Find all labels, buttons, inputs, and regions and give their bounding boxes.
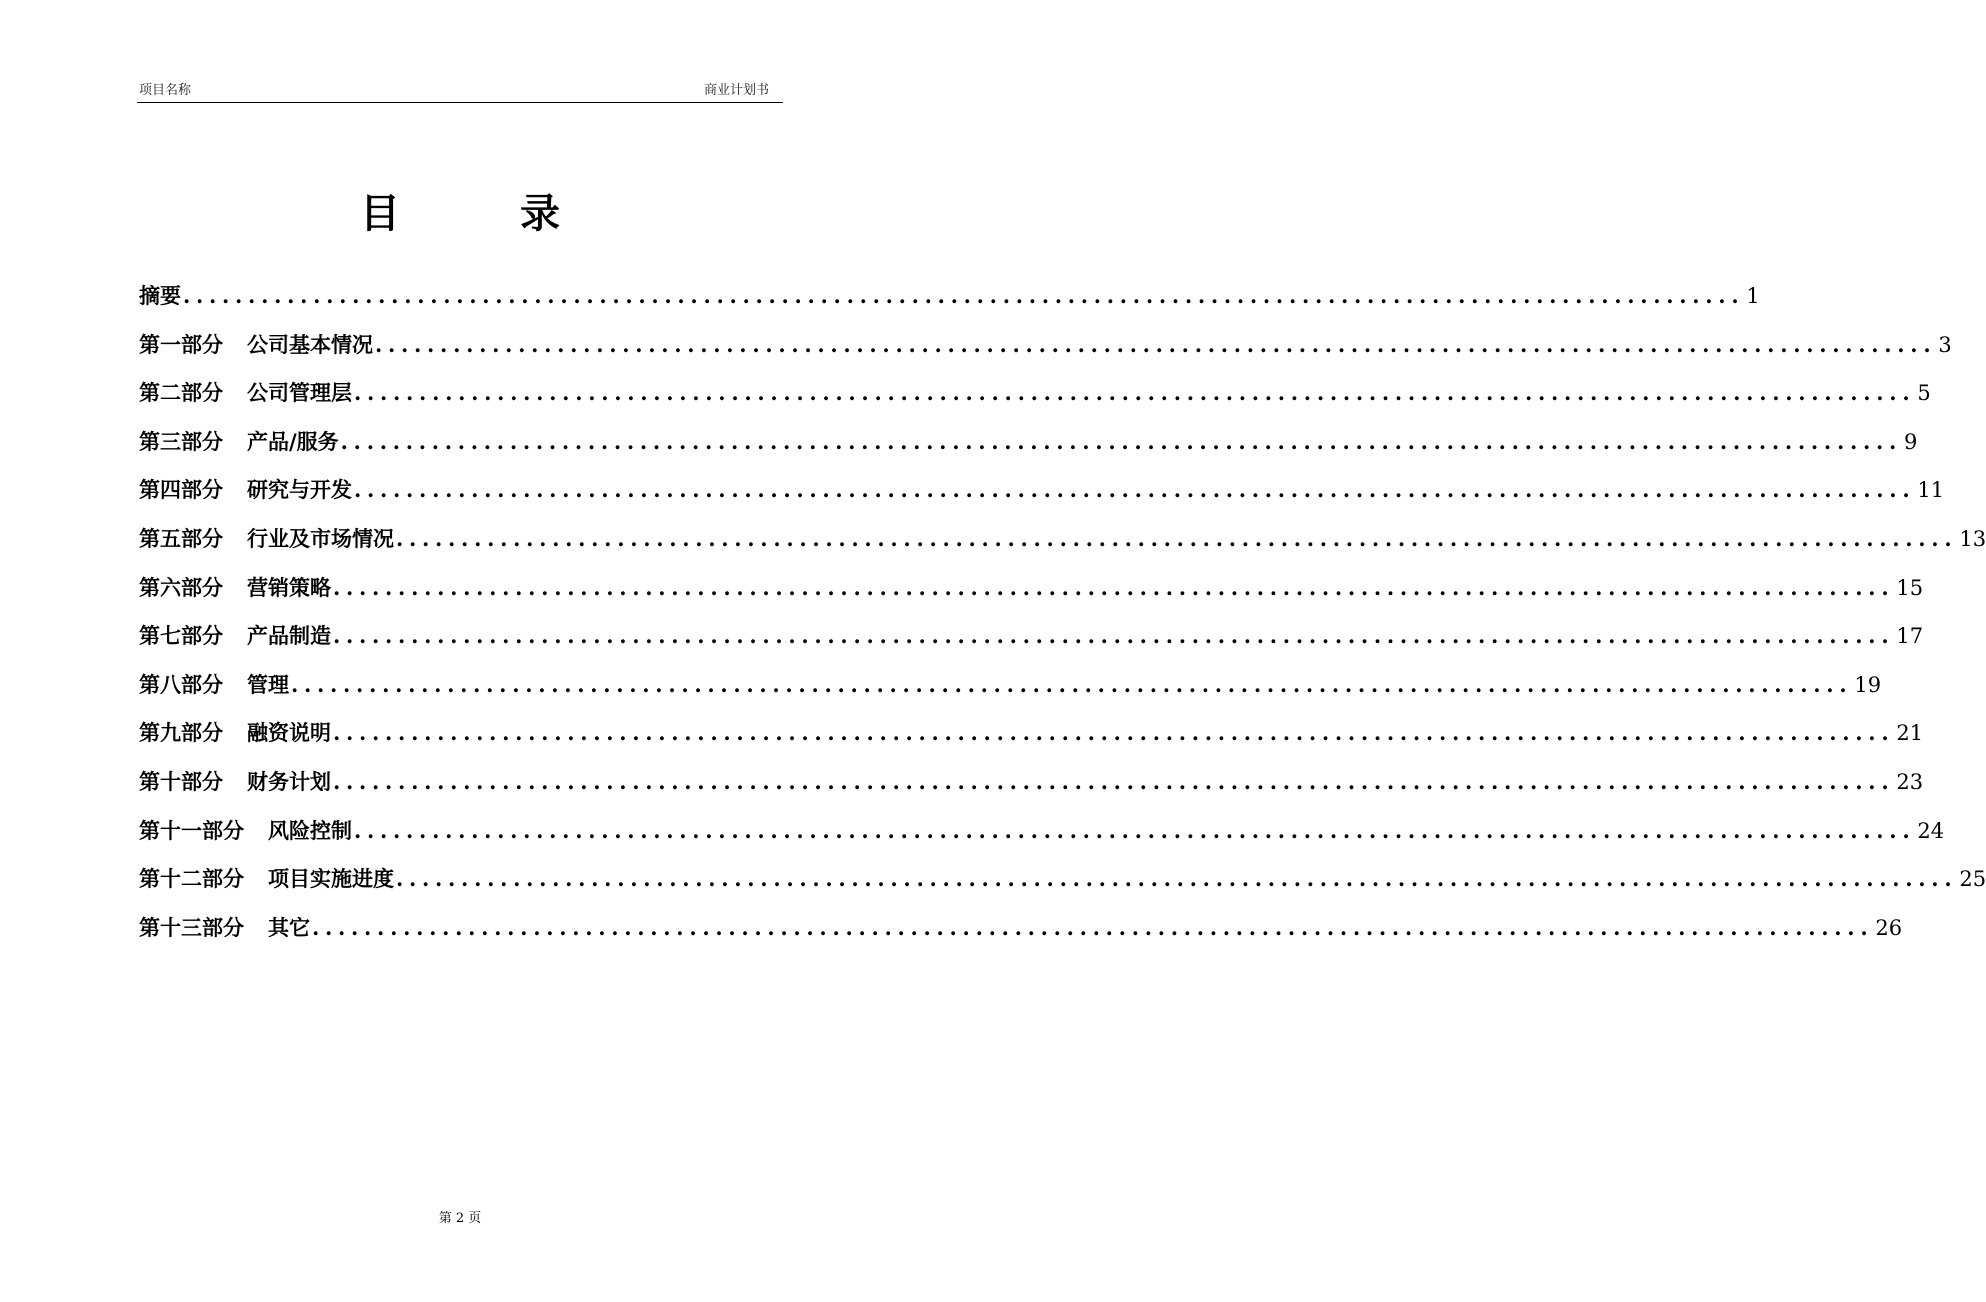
toc-leader-dots: ........................................................................................................................ xyxy=(333,623,1895,649)
toc-entry-part: 第四部分 xyxy=(139,477,223,503)
toc-entry-part: 第三部分 xyxy=(139,428,223,454)
toc-entry-page: 15 xyxy=(1896,575,1924,600)
toc-entry-title: 公司基本情况 xyxy=(247,331,373,357)
toc-entry-title: 产品制造 xyxy=(247,623,331,649)
toc-entry[interactable] xyxy=(139,717,1924,766)
toc-entry[interactable] xyxy=(139,572,1924,621)
toc-entry-title: 其它 xyxy=(268,914,310,940)
toc-entry-page: 19 xyxy=(1854,672,1882,697)
toc-entry-title: 融资说明 xyxy=(247,720,331,746)
toc-leader-dots: ........................................................................................................................ xyxy=(375,331,1937,357)
toc-entry-page: 13 xyxy=(1959,526,1986,551)
toc-entry-title: 营销策略 xyxy=(247,574,331,600)
toc-entry-page: 25 xyxy=(1959,867,1986,892)
toc-entry[interactable] xyxy=(139,669,1882,718)
toc-entry-page: 23 xyxy=(1896,769,1924,794)
toc-entry[interactable] xyxy=(139,523,1986,572)
toc-entry[interactable] xyxy=(139,474,1945,523)
toc-leader-dots: ........................................................................................................................ xyxy=(183,283,1745,308)
toc-entry-title: 风险控制 xyxy=(268,817,352,843)
toc-entry-page: 3 xyxy=(1938,332,1952,357)
toc-entry-part: 第五部分 xyxy=(139,525,223,551)
toc-leader-dots: ........................................................................................................................ xyxy=(354,817,1916,843)
toc-entry-title: 行业及市场情况 xyxy=(247,525,394,551)
toc-entry-page: 21 xyxy=(1896,721,1924,746)
toc-entry[interactable] xyxy=(139,620,1924,669)
toc-entry-part: 第二部分 xyxy=(139,380,223,406)
toc-entry-page: 1 xyxy=(1746,284,1760,308)
toc-leader-dots: ........................................................................................................................ xyxy=(354,380,1916,406)
toc-entry[interactable] xyxy=(139,766,1924,815)
toc-leader-dots: ........................................................................................................................ xyxy=(312,914,1874,940)
toc-entry-title: 摘要 xyxy=(139,283,181,308)
toc-leader-dots: ........................................................................................................................ xyxy=(291,671,1853,697)
toc-entry[interactable] xyxy=(139,280,1760,329)
toc-entry[interactable] xyxy=(139,863,1986,912)
toc-entry-part: 第十二部分 xyxy=(139,866,244,892)
toc-leader-dots: ........................................................................................................................ xyxy=(396,866,1958,892)
toc-entry-part: 第一部分 xyxy=(139,331,223,357)
toc-entry-page: 11 xyxy=(1917,478,1945,503)
toc-entry-title: 项目实施进度 xyxy=(268,866,394,892)
page-header xyxy=(137,82,783,103)
toc-leader-dots: ........................................................................................................................ xyxy=(340,428,1902,454)
toc-leader-dots: ........................................................................................................................ xyxy=(333,720,1895,746)
toc-entry-page: 9 xyxy=(1904,429,1918,454)
toc-entry-part: 第十部分 xyxy=(139,768,223,794)
toc-entry-part: 第八部分 xyxy=(139,671,223,697)
toc-entry[interactable] xyxy=(139,329,1952,378)
toc-entry-part: 第六部分 xyxy=(139,574,223,600)
toc-entry-page: 5 xyxy=(1917,381,1931,406)
toc-leader-dots: ........................................................................................................................ xyxy=(333,768,1895,794)
toc-leader-dots: ........................................................................................................................ xyxy=(354,477,1916,503)
toc-entry[interactable] xyxy=(139,815,1945,864)
toc-title-char-1: 目 xyxy=(360,191,400,237)
toc-entry-part: 第七部分 xyxy=(139,623,223,649)
toc-entry-page: 17 xyxy=(1896,624,1924,649)
toc-entry-title: 产品/服务 xyxy=(247,428,339,454)
toc-leader-dots: ........................................................................................................................ xyxy=(396,525,1958,551)
toc-leader-dots: ........................................................................................................................ xyxy=(333,574,1895,600)
toc-entry[interactable] xyxy=(139,912,1903,961)
toc-entry-page: 24 xyxy=(1917,818,1945,843)
header-project-name: 项目名称 xyxy=(139,83,192,98)
toc-title xyxy=(0,182,920,239)
toc-entry-page: 26 xyxy=(1875,915,1903,940)
toc-entry-title: 研究与开发 xyxy=(247,477,352,503)
toc-entry-title: 财务计划 xyxy=(247,768,331,794)
toc-title-char-2: 录 xyxy=(520,191,560,237)
toc-entry-title: 公司管理层 xyxy=(247,380,352,406)
toc-entry[interactable] xyxy=(139,377,1931,426)
page-number: 第 2 页 xyxy=(438,1211,482,1226)
toc-entry-part: 第九部分 xyxy=(139,720,223,746)
toc-entry-part: 第十一部分 xyxy=(139,817,244,843)
table-of-contents xyxy=(139,280,1986,960)
toc-entry-part: 第十三部分 xyxy=(139,914,244,940)
toc-entry[interactable] xyxy=(139,426,1918,475)
header-doc-type: 商业计划书 xyxy=(703,83,769,98)
toc-entry-title: 管理 xyxy=(247,671,289,697)
